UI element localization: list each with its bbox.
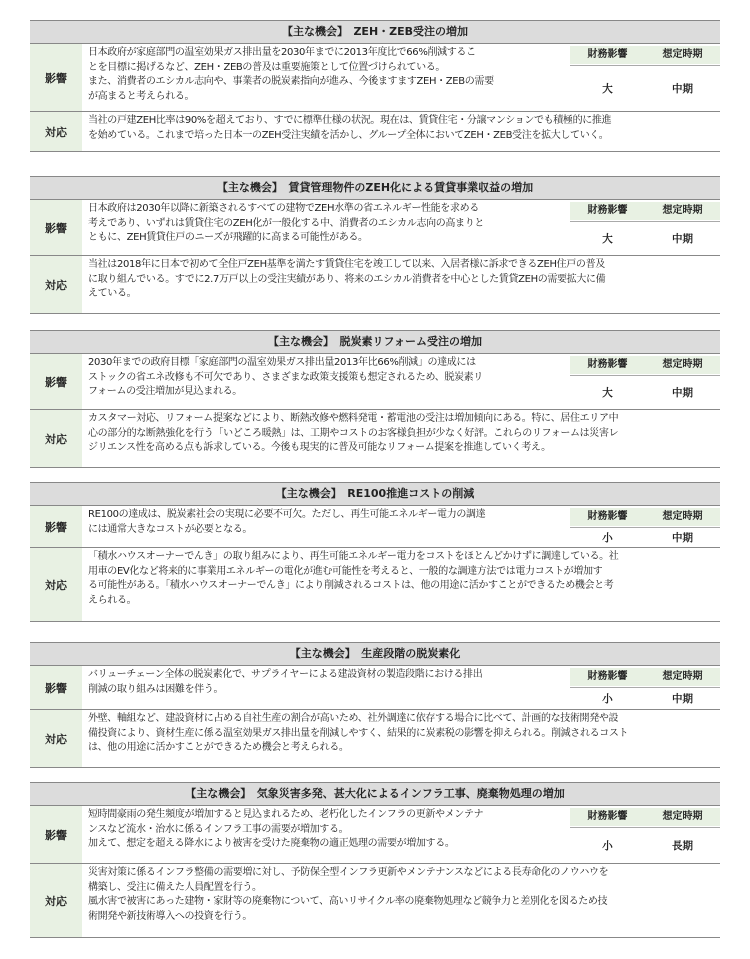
timing-header: 想定時期 <box>662 811 703 822</box>
timing-value: 長期 <box>672 840 693 852</box>
timing-value: 中期 <box>672 233 693 245</box>
response-row <box>30 410 720 468</box>
timing-header: 想定時期 <box>662 205 703 216</box>
timing-header: 想定時期 <box>662 49 703 60</box>
impact-text: 2030年までの政府目標「家庭部門の温室効果ガス排出量2013年比66%削減」の達成には ストックの省エネ改修も不可欠であり、さまざまな政策支援策も想定されるため、脱炭素リ フォームの受注増加が見込まれる。 <box>88 357 483 398</box>
financial-impact-value: 大 <box>602 233 613 245</box>
assessment-grid <box>570 666 720 709</box>
response-text: 当社は2018年に日本で初めて全住戸ZEH基準を満たす賃貸住宅を竣工して以来、入居者様に訴求できるZEH住戸の普及 に取り組んでいる。すでに2.7万戸以上の受注実績があり、将来のエシカル消費者を中心とした賃貸ZEHの需要拡大に備 えている。 <box>88 259 606 300</box>
financial-impact-header: 財務影響 <box>587 671 628 682</box>
response-text: 「積水ハウスオーナーでんき」の取り組みにより、再生可能エネルギー電力をコストをほとんどかけずに調達している。社 用車のEV化など将来的に事業用エネルギーの電化が進む可能性を考えると、一般的な調達方法では電力コストが増加す る可能性がある。「積水ハウスオーナーでんき」により削減されるコストは、他の用途に活かすことができるため機会と考 えられる。 <box>88 551 619 606</box>
opportunity-section <box>30 482 720 622</box>
impact-row <box>30 200 720 256</box>
opportunity-section <box>30 176 720 314</box>
financial-impact-header: 財務影響 <box>587 205 628 216</box>
assessment-grid <box>570 806 720 863</box>
impact-text: 日本政府が家庭部門の温室効果ガス排出量を2030年までに2013年度比で66%削減するこ とを目標に掲げるなど、ZEH・ZEBの普及は重要施策として位置づけられている。 また、消費者のエシカル志向や、事業者の脱炭素指向が進み、今後ますますZEH・ZEBの需要 が高まると考えられる。 <box>88 47 494 102</box>
financial-impact-value: 大 <box>602 387 613 399</box>
section-title: 【主な機会】 賃貸管理物件のZEH化による賃貸事業収益の増加 <box>30 176 720 200</box>
timing-header: 想定時期 <box>662 359 703 370</box>
response-row <box>30 112 720 152</box>
response-text: カスタマー対応、リフォーム提案などにより、断熱改修や燃料発電・蓄電池の受注は増加傾向にある。特に、居住エリア中 心の部分的な断熱強化を行う「いどころ暖熱」は、工期やコストのお客様負担が少なく好評。これらのリフォームは災害レ ジリエンス性を高める点も訴求している。今後も現実的に普及可能なリフォーム提案を推進していく考え。 <box>88 413 619 454</box>
impact-label: 影響 <box>30 666 82 709</box>
section-title: 【主な機会】 ZEH・ZEB受注の増加 <box>30 20 720 44</box>
impact-label: 影響 <box>30 354 82 409</box>
response-label: 対応 <box>30 410 82 467</box>
impact-text: 日本政府は2030年以降に新築されるすべての建物でZEH水準の省エネルギー性能を求める 考えであり、いずれは賃貸住宅のZEH化が一般化する中、消費者のエシカル志向の高まりと ともに、ZEH賃貸住戸のニーズが飛躍的に高まる可能性がある。 <box>88 203 484 244</box>
timing-value: 中期 <box>672 83 693 95</box>
timing-value: 中期 <box>672 532 693 544</box>
response-label: 対応 <box>30 256 82 313</box>
opportunity-section <box>30 20 720 152</box>
section-title: 【主な機会】 RE100推進コストの削減 <box>30 482 720 506</box>
financial-impact-header: 財務影響 <box>587 811 628 822</box>
opportunity-section <box>30 642 720 768</box>
financial-impact-header: 財務影響 <box>587 511 628 522</box>
response-text: 災害対策に係るインフラ整備の需要増に対し、予防保全型インフラ更新やメンテナンスなどによる長寿命化のノウハウを 構築し、受注に備えた人員配置を行う。 風水害で被害にあった建物・家財等の廃棄物について、高いリサイクル率の廃棄物処理など競争力と差別化を図るため技 術開発や新技術導入への投資を行う。 <box>88 867 609 922</box>
response-text: 当社の戸建ZEH比率は90%を超えており、すでに標準仕様の状況。現在は、賃貸住宅・分譲マンションでも積極的に推進 を始めている。これまで培った日本一のZEH受注実績を活かし、グループ全体においてZEH・ZEB受注を拡大していく。 <box>88 115 612 141</box>
response-row <box>30 256 720 314</box>
impact-row <box>30 354 720 410</box>
financial-impact-value: 小 <box>602 532 613 544</box>
impact-row <box>30 506 720 548</box>
impact-text: 短時間豪雨の発生頻度が増加すると見込まれるため、老朽化したインフラの更新やメンテナ ンスなど流水・治水に係るインフラ工事の需要が増加する。 加えて、想定を超える降水により被害を受けた廃棄物の適正処理の需要が増加する。 <box>88 809 484 850</box>
impact-text: RE100の達成は、脱炭素社会の実現に必要不可欠。ただし、再生可能エネルギー電力の調達 には通常大きなコストが必要となる。 <box>88 509 486 535</box>
section-title: 【主な機会】 脱炭素リフォーム受注の増加 <box>30 330 720 354</box>
assessment-grid <box>570 200 720 255</box>
impact-row <box>30 44 720 112</box>
opportunity-section <box>30 330 720 468</box>
impact-text: バリューチェーン全体の脱炭素化で、サプライヤーによる建設資材の製造段階における排出 削減の取り組みは困難を伴う。 <box>88 669 483 695</box>
response-text: 外壁、軸組など、建設資材に占める自社生産の割合が高いため、社外調達に依存する場合に比べて、計画的な技術開発や設 備投資により、資材生産に係る温室効果ガス排出量を削減しやすく、結果的に炭素税の影響を抑えられる。削減されるコスト は、他の用途に活かすことができるため機会と考えられる。 <box>88 713 629 754</box>
assessment-grid <box>570 44 720 111</box>
section-title: 【主な機会】 生産段階の脱炭素化 <box>30 642 720 666</box>
response-row <box>30 710 720 768</box>
assessment-grid <box>570 354 720 409</box>
impact-label: 影響 <box>30 44 82 111</box>
timing-value: 中期 <box>672 387 693 399</box>
financial-impact-value: 大 <box>602 83 613 95</box>
response-label: 対応 <box>30 112 82 151</box>
section-title: 【主な機会】 気象災害多発、甚大化によるインフラ工事、廃棄物処理の増加 <box>30 782 720 806</box>
response-label: 対応 <box>30 864 82 937</box>
impact-label: 影響 <box>30 506 82 547</box>
timing-value: 中期 <box>672 693 693 705</box>
timing-header: 想定時期 <box>662 511 703 522</box>
impact-row <box>30 666 720 710</box>
financial-impact-header: 財務影響 <box>587 49 628 60</box>
response-label: 対応 <box>30 710 82 767</box>
response-row <box>30 548 720 622</box>
impact-label: 影響 <box>30 200 82 255</box>
financial-impact-header: 財務影響 <box>587 359 628 370</box>
opportunity-section <box>30 782 720 938</box>
impact-row <box>30 806 720 864</box>
timing-header: 想定時期 <box>662 671 703 682</box>
response-label: 対応 <box>30 548 82 621</box>
financial-impact-value: 小 <box>602 693 613 705</box>
response-row <box>30 864 720 938</box>
impact-label: 影響 <box>30 806 82 863</box>
assessment-grid <box>570 506 720 547</box>
financial-impact-value: 小 <box>602 840 613 852</box>
